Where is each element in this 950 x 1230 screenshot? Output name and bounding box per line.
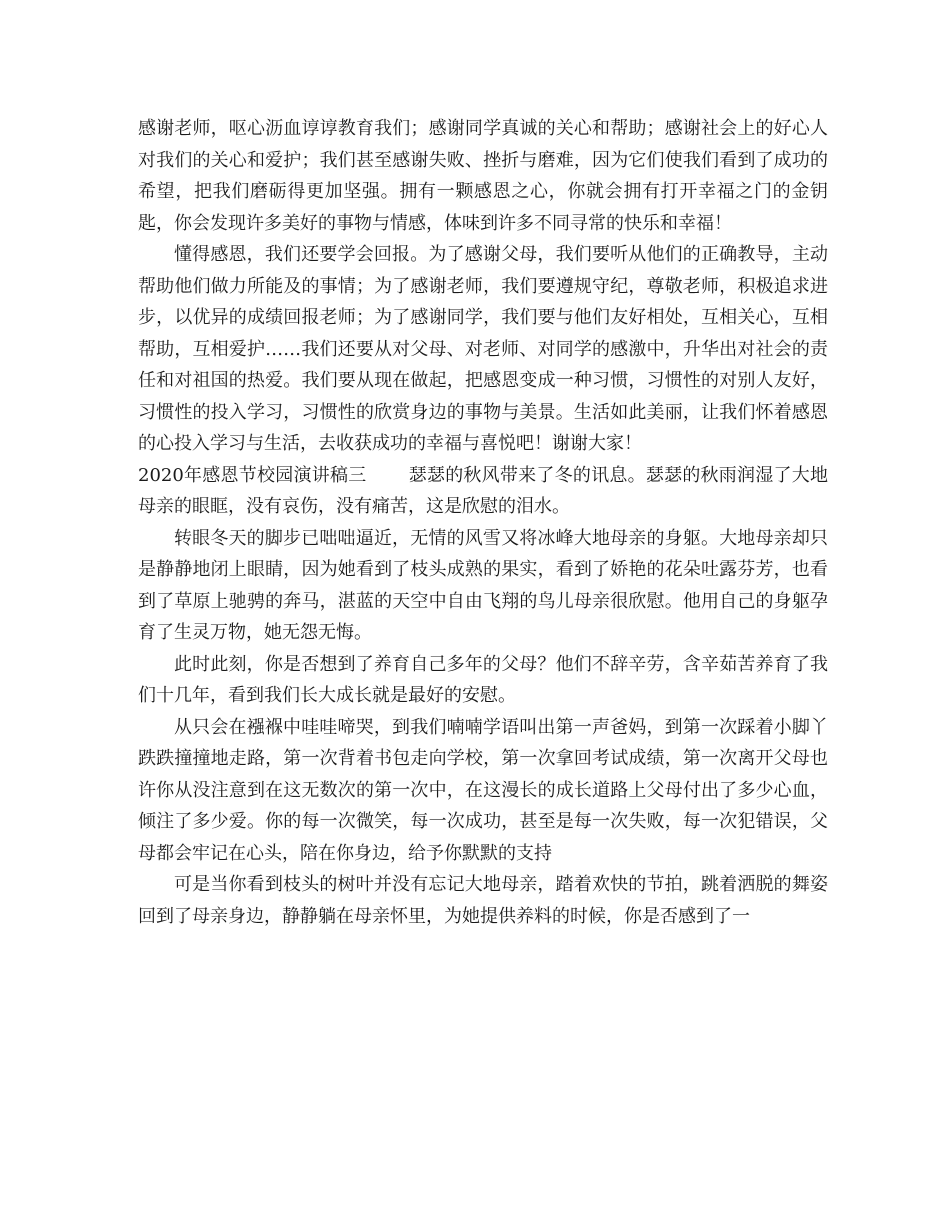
section-title: 2020年感恩节校园演讲稿三 bbox=[138, 464, 367, 486]
section-opening-text: 瑟瑟的秋风带来了冬的讯息。瑟瑟的秋雨润湿了大地母亲的眼眶，没有哀伤，没有痛苦，这是欣慰的泪水。 bbox=[138, 464, 829, 517]
paragraph-falling-leaves: 可是当你看到枝头的树叶并没有忘记大地母亲，踏着欢快的节拍，跳着洒脱的舞姿回到了母亲身边，静静躺在母亲怀里，为她提供养料的时候，你是否感到了一 bbox=[138, 874, 828, 927]
paragraph-winter-mother-earth: 转眼冬天的脚步已咄咄逼近，无情的风雪又将冰峰大地母亲的身躯。大地母亲却只是静静地闭上眼睛，因为她看到了枝头成熟的果实，看到了娇艳的花朵吐露芬芳，也看到了草原上驰骋的奔马，湛蓝的天空中自由飞翔的鸟儿母亲很欣慰。他用自己的身躯孕育了生灵万物，她无怨无悔。 bbox=[138, 527, 828, 643]
paragraph-growing-up-firsts: 从只会在襁褓中哇哇啼哭，到我们喃喃学语叫出第一声爸妈，到第一次踩着小脚丫跌跌撞撞地走路，第一次背着书包走向学校，第一次拿回考试成绩，第一次离开父母也许你从没注意到在这无数次的第一次中，在这漫长的成长道路上父母付出了多少心血，倾注了多少爱。你的每一次微笑，每一次成功，甚至是每一次失败，每一次犯错误，父母都会牢记在心头，陪在你身边，给予你默默的支持 bbox=[138, 716, 828, 864]
document-page bbox=[138, 113, 828, 932]
section-heading-line bbox=[138, 460, 828, 523]
paragraph-gratitude-thanks: 感谢老师，呕心沥血谆谆教育我们；感谢同学真诚的关心和帮助；感谢社会上的好心人对我们的关心和爱护；我们甚至感谢失败、挫折与磨难，因为它们使我们看到了成功的希望，把我们磨砺得更加坚强。拥有一颗感恩之心，你就会拥有打开幸福之门的金钥匙，你会发现许多美好的事物与情感，体味到许多不同寻常的快乐和幸福！ bbox=[138, 118, 828, 234]
paragraph-think-of-parents: 此时此刻，你是否想到了养育自己多年的父母？他们不辞辛劳，含辛茹苦养育了我们十几年，看到我们长大成长就是最好的安慰。 bbox=[138, 653, 828, 706]
paragraph-repay-gratitude: 懂得感恩，我们还要学会回报。为了感谢父母，我们要听从他们的正确教导，主动帮助他们做力所能及的事情；为了感谢老师，我们要遵规守纪，尊敬老师，积极追求进步，以优异的成绩回报老师；为了感谢同学，我们要与他们友好相处，互相关心，互相帮助，互相爱护……我们还要从对父母、对老师、对同学的感激中，升华出对社会的责任和对祖国的热爱。我们要从现在做起，把感恩变成一种习惯，习惯性的对别人友好，习惯性的投入学习，习惯性的欣赏身边的事物与美景。生活如此美丽，让我们怀着感恩的心投入学习与生活，去收获成功的幸福与喜悦吧！谢谢大家！ bbox=[138, 244, 828, 454]
